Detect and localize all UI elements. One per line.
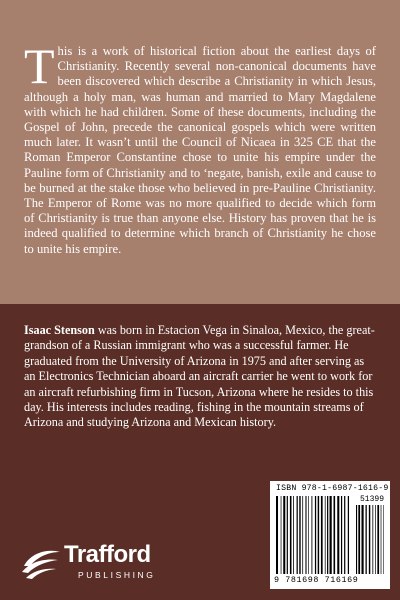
ean-barcode-bars <box>276 496 350 574</box>
barcode-bar <box>311 496 312 574</box>
barcode-bar <box>383 505 384 574</box>
barcode-bar <box>348 496 349 574</box>
barcode-bar <box>356 505 357 574</box>
author-name: Isaac Stenson <box>24 323 95 337</box>
price-code: 51399 <box>359 495 384 504</box>
publisher-logo <box>20 538 180 586</box>
barcode-bar <box>327 496 328 574</box>
barcode-bar <box>358 505 360 574</box>
barcode-bar <box>369 505 370 574</box>
barcode-bar <box>372 505 373 574</box>
barcode-digits: 9 781698 716169 <box>274 575 359 585</box>
barcode-bar <box>325 496 326 574</box>
barcode-bar <box>318 496 319 574</box>
publisher-name: Trafford <box>64 541 151 568</box>
barcode-bar <box>315 496 316 574</box>
barcode-bar <box>366 505 367 574</box>
barcode-bar <box>297 496 298 574</box>
publisher-tagline: PUBLISHING <box>78 570 156 580</box>
barcode-bar <box>299 496 300 574</box>
author-bio <box>24 323 376 431</box>
barcode-bar <box>302 496 303 574</box>
barcode-bar <box>305 496 306 574</box>
isbn-label: ISBN 978-1-6987-1616-9 <box>276 484 389 493</box>
drop-cap: T <box>24 38 55 94</box>
barcode-bar <box>287 496 288 574</box>
barcode-bar <box>276 496 278 574</box>
barcode-bar <box>341 496 342 574</box>
barcode-bar <box>283 496 285 574</box>
barcode-bar <box>308 496 309 574</box>
author-bio-text: was born in Estacion Vega in Sinaloa, Mexico, the great-grandson of a Russian immigrant who was a successful farmer. He graduated from the University of Arizona in 1975 and after serving as an Electronics Technician aboard an aircraft carrier he went to work for an aircraft refurbishing firm in Tucson, Arizona where he resides to this day. His interests includes reading, fishing in the mountain streams of Arizona and studying Arizona and Mexican history. <box>24 323 375 430</box>
barcode-bar <box>375 505 376 574</box>
synopsis-text <box>24 38 376 257</box>
barcode-bar <box>293 496 294 574</box>
barcode-bar <box>290 496 292 574</box>
barcode-bar <box>337 496 339 574</box>
barcode-bar <box>344 496 345 574</box>
addon-barcode-bars <box>356 505 384 574</box>
swoosh-mark-icon <box>20 540 64 584</box>
isbn-barcode <box>270 481 390 589</box>
barcode-bar <box>361 505 363 574</box>
barcode-bar <box>281 496 282 574</box>
barcode-bar <box>381 505 382 574</box>
barcode-bar <box>334 496 336 574</box>
barcode-bar <box>377 505 379 574</box>
barcode-bar <box>321 496 323 574</box>
barcode-bar <box>330 496 332 574</box>
synopsis-body: his is a work of historical fiction about the earliest days of Christianity. Recently several non-canonical documents have been discovered which describe a Christianity in which Jesus, although a holy man, was human and married to Mary Magdalene with which he had children. Some of these documents, including the Gospel of John, precede the canonical gospels which were written much later. It wasn’t until the Council of Nicaea in 325 CE that the Roman Emperor Constantine chose to unite his empire under the Pauline form of Christianity and to ‘negate, banish, exile and cause to be burned at the stake those who believed in pre-Pauline Christianity. The Emperor of Rome was no more qualified to decide which form of Christianity is true than anyone else. History has proven that he is indeed qualified to determine which branch of Christianity he chose to unite his empire. <box>24 44 376 256</box>
